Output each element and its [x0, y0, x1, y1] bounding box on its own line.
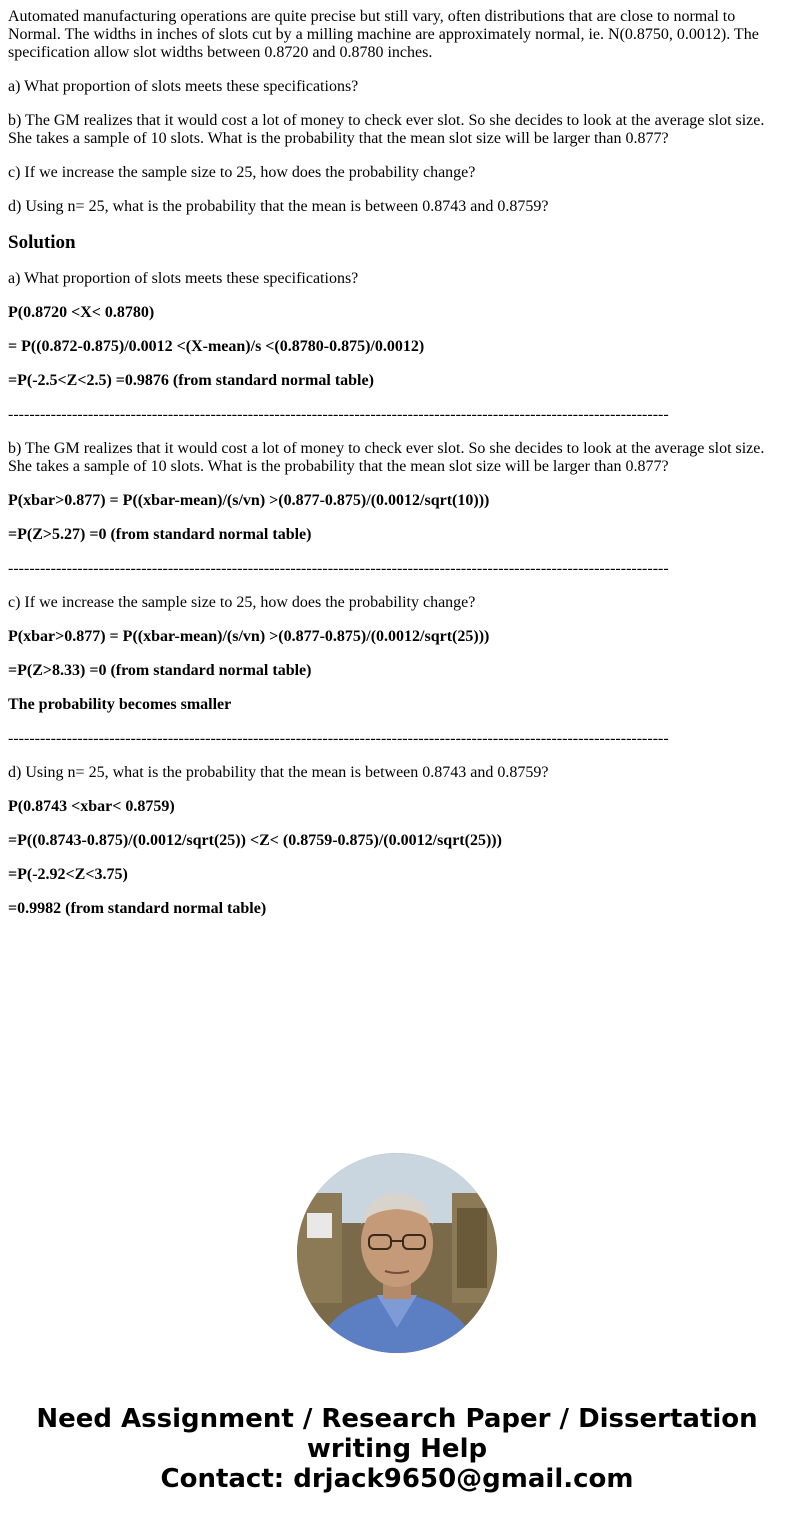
solution-c-question: c) If we increase the sample size to 25, how does the probability change? [8, 594, 476, 611]
solution-b-result: =P(Z>5.27) =0 (from standard normal table) [8, 526, 312, 543]
solution-a-result: =P(-2.5<Z<2.5) =0.9876 (from standard normal table) [8, 372, 374, 389]
question-c: c) If we increase the sample size to 25, how does the probability change? [8, 164, 476, 181]
solution-d-question: d) Using n= 25, what is the probability that the mean is between 0.8743 and 0.8759? [8, 764, 549, 781]
question-a: a) What proportion of slots meets these specifications? [8, 78, 359, 95]
solution-d-result: =0.9982 (from standard normal table) [8, 900, 267, 917]
solution-a-step-2: = P((0.872-0.875)/0.0012 <(X-mean)/s <(0.8780-0.875)/0.0012) [8, 338, 425, 355]
banner-line-2: writing Help [306, 1434, 488, 1464]
solution-heading: Solution [8, 232, 76, 253]
solution-b-step-1: P(xbar>0.877) = P((xbar-mean)/(s/vn) >(0.877-0.875)/(0.0012/sqrt(10))) [8, 492, 490, 509]
solution-a-question: a) What proportion of slots meets these specifications? [8, 270, 359, 287]
solution-a-step-1: P(0.8720 <X< 0.8780) [8, 304, 155, 321]
question-intro: Automated manufacturing operations are quite precise but still vary, often distributions that are close to normal to Normal. The widths in inches of slots cut by a milling machine are approximately normal, ie. N(0.8750, 0.0012). The specification allow slot widths between 0.8720 and 0.8780 inches. [8, 8, 759, 61]
solution-b-question: b) The GM realizes that it would cost a lot of money to check ever slot. So she decides to look at the average slot size. She takes a sample of 10 slots. What is the probability that the mean slot size will be larger than 0.877? [8, 440, 765, 475]
author-portrait-image [297, 1153, 497, 1353]
author-avatar [297, 1153, 497, 1353]
solution-c-step-1: P(xbar>0.877) = P((xbar-mean)/(s/vn) >(0.877-0.875)/(0.0012/sqrt(25))) [8, 628, 490, 645]
solution-c-result: =P(Z>8.33) =0 (from standard normal table) [8, 662, 312, 679]
section-divider: ---------------------------------------------------------------------------------------------------------------------------- [8, 406, 669, 423]
banner-line-1: Need Assignment / Research Paper / Dissertation [36, 1404, 758, 1434]
contact-banner [0, 1404, 794, 1494]
solution-d-step-2: =P((0.8743-0.875)/(0.0012/sqrt(25)) <Z< (0.8759-0.875)/(0.0012/sqrt(25))) [8, 832, 502, 849]
solution-c-conclusion: The probability becomes smaller [8, 696, 232, 713]
solution-d-step-3: =P(-2.92<Z<3.75) [8, 866, 128, 883]
solution-d-step-1: P(0.8743 <xbar< 0.8759) [8, 798, 175, 815]
banner-contact-email: Contact: drjack9650@gmail.com [160, 1464, 634, 1494]
section-divider: ---------------------------------------------------------------------------------------------------------------------------- [8, 730, 669, 747]
question-d: d) Using n= 25, what is the probability that the mean is between 0.8743 and 0.8759? [8, 198, 549, 215]
question-b: b) The GM realizes that it would cost a lot of money to check ever slot. So she decides to look at the average slot size. She takes a sample of 10 slots. What is the probability that the mean slot size will be larger than 0.877? [8, 112, 765, 147]
section-divider: ---------------------------------------------------------------------------------------------------------------------------- [8, 560, 669, 577]
